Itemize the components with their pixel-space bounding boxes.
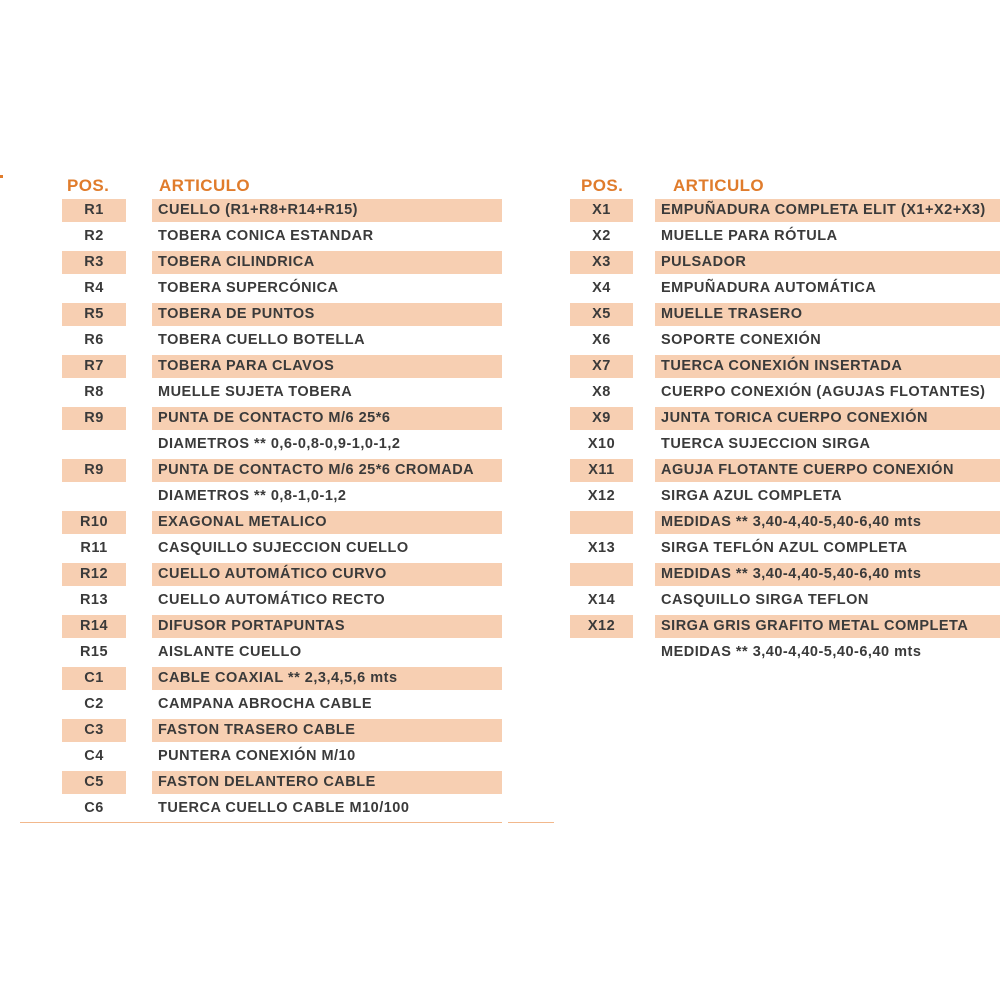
pos-cell: X13 bbox=[587, 540, 616, 556]
pos-cell: X1 bbox=[570, 199, 633, 222]
pos-cell: X12 bbox=[587, 488, 616, 504]
articulo-cell: EXAGONAL METALICO bbox=[152, 511, 502, 534]
articulo-cell: SIRGA TEFLÓN AZUL COMPLETA bbox=[661, 540, 908, 556]
pos-cell: R12 bbox=[62, 563, 126, 586]
pos-cell: R9 bbox=[62, 459, 126, 482]
corner-mark bbox=[0, 175, 3, 178]
pos-cell: C2 bbox=[84, 696, 104, 712]
pos-cell: C6 bbox=[84, 800, 104, 816]
articulo-cell: MUELLE SUJETA TOBERA bbox=[158, 384, 353, 400]
pos-cell: X11 bbox=[570, 459, 633, 482]
pos-cell: X14 bbox=[587, 592, 616, 608]
articulo-cell: TOBERA CUELLO BOTELLA bbox=[158, 332, 366, 348]
pos-cell bbox=[62, 433, 126, 456]
articulo-cell: DIAMETROS ** 0,6-0,8-0,9-1,0-1,2 bbox=[158, 436, 401, 452]
articulo-cell: SIRGA AZUL COMPLETA bbox=[661, 488, 843, 504]
pos-cell: C5 bbox=[62, 771, 126, 794]
articulo-cell: CUELLO (R1+R8+R14+R15) bbox=[152, 199, 502, 222]
pos-column-header: POS. bbox=[67, 176, 110, 195]
table-bottom-rule bbox=[20, 822, 502, 823]
articulo-cell: TOBERA CONICA ESTANDAR bbox=[158, 228, 374, 244]
pos-cell bbox=[570, 511, 633, 534]
articulo-cell: CUERPO CONEXIÓN (AGUJAS FLOTANTES) bbox=[661, 384, 986, 400]
pos-cell: R11 bbox=[80, 540, 108, 556]
pos-cell: X10 bbox=[587, 436, 616, 452]
table-bottom-rule bbox=[508, 822, 554, 823]
articulo-cell: CUELLO AUTOMÁTICO RECTO bbox=[158, 592, 386, 608]
articulo-cell: AGUJA FLOTANTE CUERPO CONEXIÓN bbox=[655, 459, 1000, 482]
articulo-cell: TUERCA CUELLO CABLE M10/100 bbox=[158, 800, 410, 816]
pos-cell: X9 bbox=[570, 407, 633, 430]
articulo-cell: CABLE COAXIAL ** 2,3,4,5,6 mts bbox=[152, 667, 502, 690]
articulo-cell: PUNTA DE CONTACTO M/6 25*6 CROMADA bbox=[152, 459, 502, 482]
articulo-cell: EMPUÑADURA COMPLETA ELIT (X1+X2+X3) bbox=[655, 199, 1000, 222]
articulo-cell: PUNTA DE CONTACTO M/6 25*6 bbox=[152, 407, 502, 430]
articulo-cell: MEDIDAS ** 3,40-4,40-5,40-6,40 mts bbox=[661, 644, 922, 660]
articulo-cell: AISLANTE CUELLO bbox=[158, 644, 302, 660]
pos-cell bbox=[62, 485, 126, 508]
articulo-cell: MEDIDAS ** 3,40-4,40-5,40-6,40 mts bbox=[655, 563, 1000, 586]
pos-cell: C1 bbox=[62, 667, 126, 690]
articulo-cell: CUELLO AUTOMÁTICO CURVO bbox=[152, 563, 502, 586]
pos-cell: R8 bbox=[84, 384, 104, 400]
articulo-cell: TOBERA SUPERCÓNICA bbox=[158, 280, 339, 296]
pos-cell: X3 bbox=[570, 251, 633, 274]
articulo-cell: FASTON DELANTERO CABLE bbox=[152, 771, 502, 794]
articulo-cell: TOBERA DE PUNTOS bbox=[152, 303, 502, 326]
pos-cell: X5 bbox=[570, 303, 633, 326]
pos-cell: X7 bbox=[570, 355, 633, 378]
articulo-cell: MEDIDAS ** 3,40-4,40-5,40-6,40 mts bbox=[655, 511, 1000, 534]
articulo-column-header: ARTICULO bbox=[673, 176, 765, 195]
articulo-cell: CASQUILLO SUJECCION CUELLO bbox=[158, 540, 409, 556]
pos-column-header: POS. bbox=[581, 176, 624, 195]
articulo-cell: FASTON TRASERO CABLE bbox=[152, 719, 502, 742]
articulo-cell: SOPORTE CONEXIÓN bbox=[661, 332, 822, 348]
pos-cell: R2 bbox=[84, 228, 104, 244]
pos-cell bbox=[570, 563, 633, 586]
articulo-cell: MUELLE PARA RÓTULA bbox=[661, 228, 838, 244]
pos-cell: R9 bbox=[62, 407, 126, 430]
pos-cell: R14 bbox=[62, 615, 126, 638]
articulo-cell: MUELLE TRASERO bbox=[655, 303, 1000, 326]
pos-cell: R6 bbox=[84, 332, 104, 348]
pos-cell: X4 bbox=[592, 280, 611, 296]
pos-cell: C4 bbox=[84, 748, 104, 764]
pos-cell: X12 bbox=[570, 615, 633, 638]
pos-cell: R15 bbox=[79, 644, 109, 660]
articulo-cell: PULSADOR bbox=[655, 251, 1000, 274]
pos-cell: R3 bbox=[62, 251, 126, 274]
pos-cell: X2 bbox=[592, 228, 611, 244]
articulo-cell: DIAMETROS ** 0,8-1,0-1,2 bbox=[158, 488, 347, 504]
articulo-cell: PUNTERA CONEXIÓN M/10 bbox=[158, 748, 356, 764]
pos-cell: R10 bbox=[62, 511, 126, 534]
pos-cell: C3 bbox=[62, 719, 126, 742]
articulo-cell: DIFUSOR PORTAPUNTAS bbox=[152, 615, 502, 638]
articulo-cell: TOBERA PARA CLAVOS bbox=[152, 355, 502, 378]
articulo-cell: CAMPANA ABROCHA CABLE bbox=[158, 696, 373, 712]
articulo-cell: TOBERA CILINDRICA bbox=[152, 251, 502, 274]
articulo-cell: EMPUÑADURA AUTOMÁTICA bbox=[661, 280, 877, 296]
pos-cell bbox=[570, 641, 633, 664]
articulo-cell: TUERCA CONEXIÓN INSERTADA bbox=[655, 355, 1000, 378]
pos-cell: X6 bbox=[592, 332, 611, 348]
articulo-cell: CASQUILLO SIRGA TEFLON bbox=[661, 592, 869, 608]
pos-cell: R13 bbox=[79, 592, 109, 608]
pos-cell: R1 bbox=[62, 199, 126, 222]
pos-cell: R4 bbox=[84, 280, 104, 296]
pos-cell: R5 bbox=[62, 303, 126, 326]
pos-cell: X8 bbox=[592, 384, 611, 400]
articulo-cell: TUERCA SUJECCION SIRGA bbox=[661, 436, 871, 452]
articulo-cell: SIRGA GRIS GRAFITO METAL COMPLETA bbox=[655, 615, 1000, 638]
articulo-cell: JUNTA TORICA CUERPO CONEXIÓN bbox=[655, 407, 1000, 430]
articulo-column-header: ARTICULO bbox=[159, 176, 251, 195]
pos-cell: R7 bbox=[62, 355, 126, 378]
